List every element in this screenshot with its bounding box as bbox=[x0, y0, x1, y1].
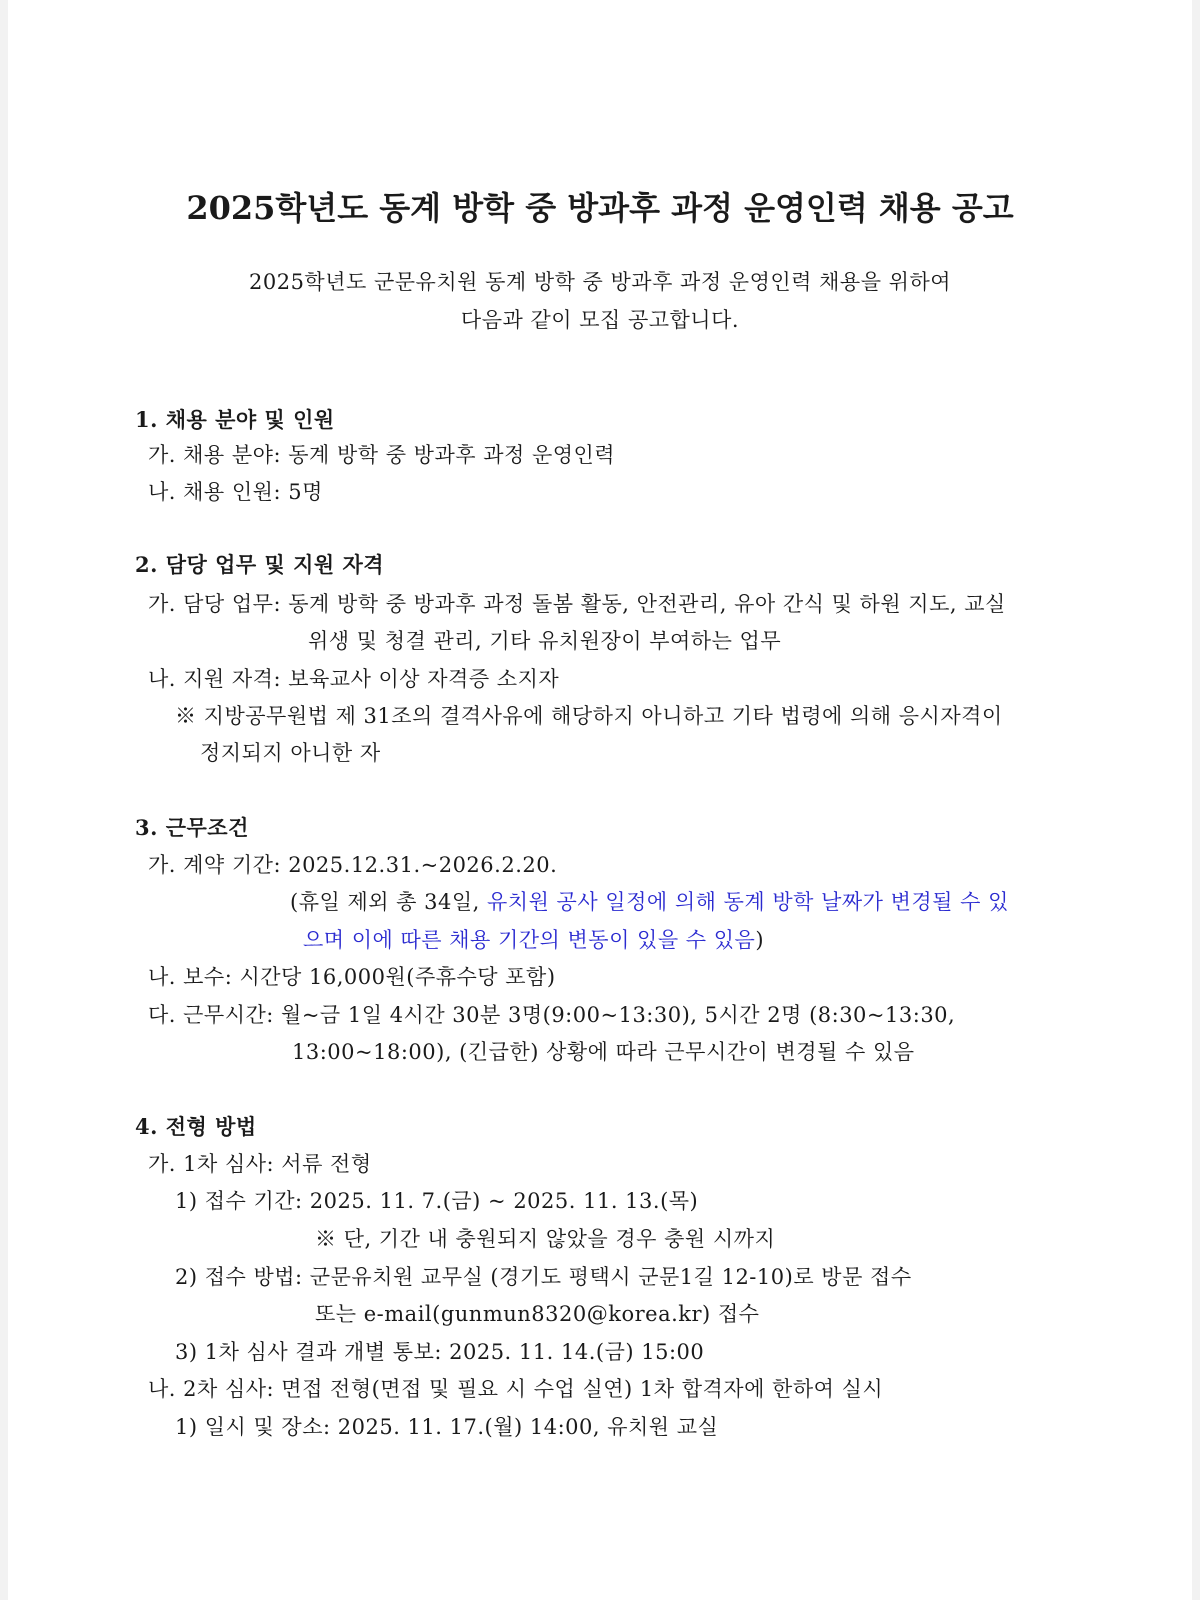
section3-hours: 다. 근무시간: 월~금 1일 4시간 30분 3명(9:00~13:30), 5시간 2명 (8:30~13:30, bbox=[148, 1003, 956, 1027]
period-note-suffix: ) bbox=[755, 928, 765, 952]
section1-field: 가. 채용 분야: 동계 방학 중 방과후 과정 운영인력 bbox=[148, 443, 616, 467]
section1-count: 나. 채용 인원: 5명 bbox=[148, 480, 323, 504]
section3-pay: 나. 보수: 시간당 16,000원(주휴수당 포함) bbox=[148, 965, 556, 989]
period-note-prefix: (휴일 제외 총 34일, bbox=[290, 890, 488, 914]
section4-heading: 4. 전형 방법 bbox=[135, 1114, 257, 1139]
section4-result-notice: 3) 1차 심사 결과 개별 통보: 2025. 11. 14.(금) 15:00 bbox=[175, 1340, 705, 1364]
section4-interview-schedule: 1) 일시 및 장소: 2025. 11. 17.(월) 14:00, 유치원 교실 bbox=[175, 1415, 719, 1439]
section2-heading: 2. 담당 업무 및 지원 자격 bbox=[135, 552, 385, 577]
section4-second-review: 나. 2차 심사: 면접 전형(면접 및 필요 시 수업 실연) 1차 합격자에 한하여 실시 bbox=[148, 1377, 884, 1401]
section3-hours-cont: 13:00~18:00), (긴급한) 상황에 따라 근무시간이 변경될 수 있음 bbox=[292, 1040, 915, 1064]
section2-duties-cont: 위생 및 청결 관리, 기타 유치원장이 부여하는 업무 bbox=[308, 629, 782, 653]
intro-line-2: 다음과 같이 모집 공고합니다. bbox=[460, 308, 740, 332]
section2-note: ※ 지방공무원법 제 31조의 결격사유에 해당하지 아니하고 기타 법령에 의해 응시자격이 bbox=[175, 704, 1003, 728]
section4-application-email: 또는 e-mail(gunmun8320@korea.kr) 접수 bbox=[315, 1302, 760, 1326]
section4-application-period: 1) 접수 기간: 2025. 11. 7.(금) ~ 2025. 11. 13.(목) bbox=[175, 1189, 699, 1213]
section4-first-review: 가. 1차 심사: 서류 전형 bbox=[148, 1152, 372, 1176]
page-title: 2025학년도 동계 방학 중 방과후 과정 운영인력 채용 공고 bbox=[186, 189, 1014, 227]
section4-period-note: ※ 단, 기간 내 충원되지 않았을 경우 충원 시까지 bbox=[315, 1227, 776, 1251]
intro-line-1: 2025학년도 군문유치원 동계 방학 중 방과후 과정 운영인력 채용을 위하여 bbox=[248, 270, 952, 294]
section4-application-method: 2) 접수 방법: 군문유치원 교무실 (경기도 평택시 군문1길 12-10)로 방문 접수 bbox=[175, 1265, 912, 1289]
section3-period-note bbox=[290, 888, 1009, 916]
section3-heading: 3. 근무조건 bbox=[135, 815, 249, 840]
period-note-highlight-cont: 으며 이에 따른 채용 기간의 변동이 있을 수 있음 bbox=[303, 928, 756, 952]
section2-duties: 가. 담당 업무: 동계 방학 중 방과후 과정 돌봄 활동, 안전관리, 유아 간식 및 하원 지도, 교실 bbox=[148, 592, 1006, 616]
section2-qualification: 나. 지원 자격: 보육교사 이상 자격증 소지자 bbox=[148, 667, 560, 691]
section3-contract-period: 가. 계약 기간: 2025.12.31.~2026.2.20. bbox=[148, 853, 558, 877]
section2-note-cont: 정지되지 아니한 자 bbox=[200, 741, 381, 765]
section3-period-note-cont bbox=[303, 926, 764, 954]
document-page bbox=[8, 0, 1192, 1600]
section1-heading: 1. 채용 분야 및 인원 bbox=[135, 407, 335, 432]
period-note-highlight: 유치원 공사 일정에 의해 동계 방학 날짜가 변경될 수 있 bbox=[487, 890, 1009, 914]
